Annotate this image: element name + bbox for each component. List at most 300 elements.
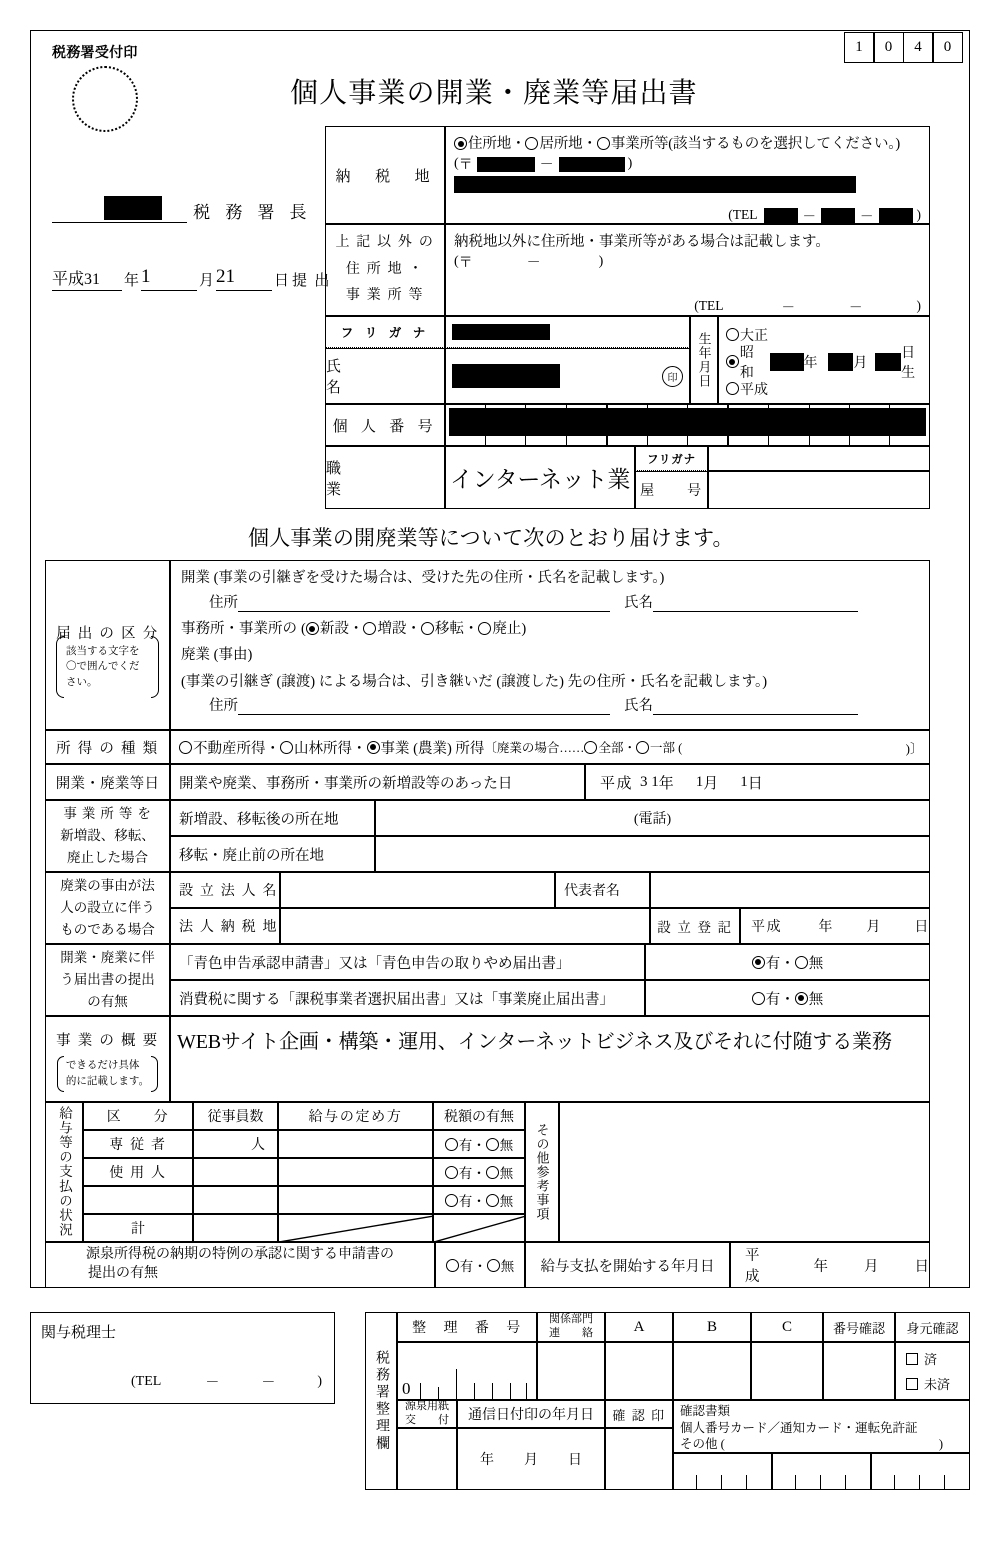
radio-consumption-tax-yes[interactable] — [752, 992, 765, 1005]
seal-icon — [662, 366, 683, 387]
salary-header-count-label: 従事員数 — [207, 1110, 264, 1125]
radio-jigyoshotou[interactable] — [597, 137, 610, 150]
birth-era-taisho: 大正 — [740, 328, 768, 344]
open-close-date-question: 開業や廃業、事務所・事業所の新増設等のあった日 — [179, 775, 513, 792]
radio-zosetsu[interactable] — [363, 622, 376, 635]
office-number-check-value-cell[interactable] — [823, 1342, 895, 1400]
diagonal-strike-icon — [434, 1215, 525, 1242]
confirm-docs-line1: 個人番号カード／通知カード・運転免許証 — [680, 1420, 918, 1435]
filing-close-name-input[interactable] — [653, 697, 858, 715]
open-close-date-question-cell — [170, 764, 585, 800]
tick — [795, 1475, 796, 1489]
birth-char-3: 月 — [696, 360, 712, 375]
tax-agent-tel-sep2: － — [261, 1376, 276, 1391]
salary-row1-division: 専 従 者 — [109, 1138, 167, 1153]
office-gensen-label-cell — [397, 1400, 457, 1428]
option-jushochi: 住所地 — [468, 136, 512, 152]
option-fudosan: 不動産所得 — [193, 740, 266, 757]
postal-suffix: ) — [627, 156, 633, 171]
filing-note-line2: 〇で囲んでくだ — [66, 660, 140, 673]
seiri-tick — [510, 1383, 511, 1399]
open-close-date-label-cell — [45, 764, 170, 800]
registration-label-cell — [650, 908, 740, 944]
withholding-yes: 有 — [459, 1259, 474, 1274]
income-type-label: 所 得 の 種 類 — [56, 740, 159, 757]
confirm-docs-close: ) — [938, 1437, 943, 1451]
seiri-tick — [474, 1383, 475, 1399]
radio-blue-return-no[interactable] — [795, 956, 808, 969]
salary-header-division — [83, 1102, 193, 1130]
income-type-content-cell: 不動産所得 ・ 山林所得 ・ 事業 (農業) 所得 〔廃業の場合…… 全部 ・ 一部 ( )〕 — [170, 730, 930, 764]
trade-furigana-label-cell — [635, 446, 708, 471]
radio-withholding-no[interactable] — [487, 1259, 500, 1272]
consumption-tax-yes: 有 — [765, 991, 781, 1008]
closure-suffix: )〕 — [905, 740, 923, 756]
corporation-address-label: 法 人 納 税 地 — [179, 920, 279, 935]
tsushin-day: 日 — [568, 1453, 582, 1468]
form-number-digit: 4 — [903, 32, 934, 63]
office-use-side-label — [371, 1350, 391, 1453]
office-new-location-tel: (電話) — [633, 812, 672, 827]
blue-return-text-cell — [170, 944, 645, 980]
salary-row-method[interactable] — [278, 1158, 433, 1186]
taxpayer-address-value-redacted — [454, 176, 856, 193]
tick — [944, 1475, 945, 1489]
office-header-a-label: A — [633, 1318, 645, 1335]
taxpayer-tel-row — [454, 205, 921, 225]
filing-close-address-label: 住所 — [209, 697, 238, 714]
side-char-3: 署 — [374, 1383, 389, 1401]
form-number-digit: 1 — [844, 32, 875, 63]
radio-haishi[interactable] — [478, 622, 491, 635]
radio-shinsetsu[interactable] — [306, 622, 319, 635]
confirm-docs-title: 確認書類 — [680, 1404, 731, 1418]
checkbox-identity-done[interactable] — [906, 1353, 918, 1365]
submit-month-unit: 月 — [199, 273, 215, 289]
radio-jushochi[interactable] — [454, 137, 467, 150]
business-summary-value-cell[interactable] — [170, 1016, 930, 1102]
submit-era-year: 平成31 — [52, 266, 122, 291]
birth-era-showa: 昭和 — [739, 345, 754, 381]
salary-row-total-method — [278, 1214, 433, 1242]
submit-day-unit: 日 — [274, 273, 290, 289]
radio-blue-return-yes[interactable] — [752, 956, 765, 969]
my-number-value-redacted — [449, 408, 926, 436]
office-header-identity-check — [895, 1312, 970, 1342]
radio-kyoshochi[interactable] — [525, 137, 538, 150]
filing-open-name-input[interactable] — [653, 594, 858, 612]
birth-char-4: 日 — [696, 374, 712, 389]
row1-tax-yes: 有 — [458, 1138, 473, 1153]
salary-start-year-unit: 年 — [813, 1258, 828, 1275]
filing-close-name-label: 氏名 — [624, 697, 653, 714]
salary-row-method[interactable] — [278, 1130, 433, 1158]
salary-start-month-unit: 月 — [864, 1258, 879, 1275]
corporation-address-value-cell[interactable] — [280, 908, 650, 944]
salary-header-count — [193, 1102, 278, 1130]
office-a-value-cell[interactable] — [605, 1342, 673, 1400]
registration-label: 設 立 登 記 — [657, 920, 733, 935]
open-close-date-value-cell — [585, 764, 930, 800]
related-filings-label-line1: 開業・廃業に伴 — [60, 949, 155, 965]
office-header-seiri — [397, 1312, 537, 1342]
radio-ichibu[interactable] — [636, 741, 649, 754]
open-close-date-label: 開業・廃業等日 — [55, 775, 160, 792]
corporation-name-label-cell — [170, 872, 280, 908]
row3-tax-yes: 有 — [458, 1194, 473, 1209]
confirm-docs-group-1[interactable] — [673, 1453, 772, 1490]
radio-fudosan-shotoku[interactable] — [179, 741, 192, 754]
receipt-stamp-label: 税務署受付印 — [52, 44, 138, 60]
row3-tax-no: 無 — [499, 1194, 514, 1209]
office-kakunin-in-label: 確 認 印 — [612, 1407, 666, 1423]
representative-label: 代表者名 — [564, 884, 620, 899]
other-address-tel-row — [454, 296, 921, 316]
birth-year-unit: 年 — [803, 355, 818, 371]
salary-row-division[interactable] — [83, 1186, 193, 1214]
other-address-label-line2: 住 所 地 ・ — [345, 261, 425, 277]
tax-agent-tel-row[interactable] — [31, 1372, 334, 1392]
salary-start-date-cell[interactable] — [730, 1242, 930, 1288]
open-date-era: 平成 — [600, 775, 634, 792]
option-zosetsu: 増設 — [377, 621, 407, 638]
row2-tax-no: 無 — [499, 1166, 514, 1181]
office-tsushin-label: 通信日付印の年月日 — [468, 1408, 594, 1423]
salary-header-method — [278, 1102, 433, 1130]
postal-mark: 〒 — [458, 158, 473, 173]
radio-row1-tax-yes[interactable] — [445, 1138, 458, 1151]
salary-row-total-count[interactable] — [193, 1214, 278, 1242]
salary-row-count[interactable] — [193, 1158, 278, 1186]
seiri-tick — [438, 1387, 439, 1399]
salary-row-method[interactable] — [278, 1186, 433, 1214]
birthdate-label — [695, 332, 714, 388]
other-notes-value-cell[interactable] — [559, 1102, 930, 1242]
postal-code-second-redacted — [559, 157, 625, 172]
filing-office-choices: ( 新設・ 増設・ 移転・ 廃止) — [301, 621, 527, 638]
office-use-side-label-cell — [365, 1312, 397, 1490]
tel-part3-redacted — [879, 208, 913, 223]
radio-consumption-tax-no[interactable] — [795, 992, 808, 1005]
option-jigyoshotou: 事業所等 — [610, 136, 669, 152]
birth-month-redacted — [828, 353, 854, 371]
office-b-value-cell[interactable] — [673, 1342, 751, 1400]
radio-jigyo-shotoku[interactable] — [367, 741, 380, 754]
filing-office-prefix: 事務所・事業所の — [181, 621, 297, 638]
office-seiri-value-cell[interactable] — [397, 1342, 537, 1400]
open-date-month: 1 — [695, 773, 704, 790]
salary-start-label-cell — [525, 1242, 730, 1288]
submit-date — [52, 266, 331, 291]
option-jigyo: 事業 (農業) 所得 — [380, 740, 485, 757]
open-date-year-unit: 年 — [658, 775, 674, 792]
office-kakunin-in-label-cell — [605, 1400, 673, 1428]
corporation-name-label: 設 立 法 人 名 — [179, 884, 279, 899]
office-old-location-label: 移転・廃止前の所在地 — [179, 847, 324, 864]
registration-date-cell[interactable] — [740, 908, 930, 944]
birth-year-redacted — [770, 353, 804, 371]
radio-sanrin-shotoku[interactable] — [280, 741, 293, 754]
office-kakunin-in-value-cell[interactable] — [605, 1428, 673, 1490]
salary-row-division — [83, 1130, 193, 1158]
office-header-identity-check-label: 身元確認 — [906, 1320, 959, 1336]
registration-era: 平成 — [751, 920, 783, 935]
corporation-name-value-cell[interactable] — [280, 872, 555, 908]
identity-done-option[interactable] — [906, 1349, 969, 1368]
salary-start-day-unit: 日 — [914, 1258, 929, 1275]
taxpayer-postal-row — [454, 154, 921, 174]
withholding-question-line1: 源泉所得税の納期の特例の承認に関する申請書の — [86, 1247, 394, 1263]
office-old-location-value-cell[interactable] — [375, 836, 930, 872]
office-gensen-value-cell[interactable] — [397, 1428, 457, 1490]
office-header-a — [605, 1312, 673, 1342]
row2-tax-yes: 有 — [458, 1166, 473, 1181]
occupation-value-cell — [445, 446, 635, 509]
tel-sep2: － — [860, 209, 874, 224]
radio-withholding-yes[interactable] — [446, 1259, 459, 1272]
confirm-docs-cell — [673, 1400, 970, 1453]
office-identity-check-value-cell — [895, 1342, 970, 1400]
radio-row2-tax-yes[interactable] — [445, 1166, 458, 1179]
salary-header-tax-label: 税額の有無 — [444, 1110, 514, 1125]
identity-notdone-label: 未済 — [924, 1377, 951, 1392]
seiri-tick — [456, 1369, 457, 1399]
bracket-left — [57, 1056, 64, 1092]
representative-label-cell — [555, 872, 650, 908]
filing-open-address-label: 住所 — [209, 595, 238, 612]
salary-start-era: 平成 — [745, 1248, 762, 1285]
taxpayer-address-label-cell — [325, 126, 445, 224]
corporation-label-cell — [45, 872, 170, 944]
salary-row-total-tax — [433, 1214, 525, 1242]
other-notes-label-cell — [525, 1102, 559, 1242]
filing-close-address-input[interactable] — [238, 697, 610, 715]
furigana-value-redacted — [452, 324, 550, 340]
other-address-postal-row — [454, 252, 921, 272]
tick — [894, 1475, 895, 1489]
radio-iten[interactable] — [421, 622, 434, 635]
office-old-location-label-cell — [170, 836, 375, 872]
salary-header-method-label: 給与の定め方 — [308, 1110, 403, 1125]
income-type-label-cell — [45, 730, 170, 764]
birth-era-heisei-row — [726, 376, 929, 402]
office-gensen-line2: 交 付 — [405, 1414, 449, 1426]
office-change-label-line1: 事 業 所 等 を — [63, 805, 152, 821]
filing-open-address-row — [181, 594, 917, 612]
salary-side-label: 給与等の支払の状況 — [57, 1106, 72, 1238]
radio-row3-tax-no[interactable] — [486, 1194, 499, 1207]
furigana-label: フ リ ガ ナ — [340, 326, 430, 340]
trade-name-label: 屋 号 — [640, 484, 703, 499]
other-tel-open: ( — [694, 298, 699, 313]
tel-label: TEL — [732, 207, 758, 222]
corporation-label-line3: ものである場合 — [60, 922, 155, 938]
tax-office-line — [52, 196, 312, 223]
birth-era-heisei: 平成 — [740, 382, 768, 398]
filing-open-line: 開業 (事業の引継ぎを受けた場合は、受けた先の住所・氏名を記載します。) — [181, 570, 665, 586]
salary-header-division-label: 区 分 — [106, 1110, 170, 1125]
radio-showa[interactable] — [726, 355, 739, 368]
salary-header-tax — [433, 1102, 525, 1130]
other-tel-close: ) — [916, 298, 921, 313]
submit-day: 21 — [216, 266, 272, 291]
filing-type-label: 届 出 の 区 分 — [56, 625, 159, 642]
filing-transfer-note: (事業の引継ぎ (譲渡) による場合は、引き継いだ (譲渡した) 先の住所・氏名を記載します。) — [181, 673, 768, 690]
blue-return-yes: 有 — [765, 955, 781, 972]
tax-office-name-blank — [52, 196, 187, 223]
occupation-label-cell — [325, 446, 445, 509]
radio-row2-tax-no[interactable] — [486, 1166, 499, 1179]
confirm-docs-group-3[interactable] — [871, 1453, 970, 1490]
form-number-digit: 0 — [873, 32, 904, 63]
side-char-6: 欄 — [374, 1435, 389, 1453]
related-filings-label-line3: の有無 — [87, 994, 128, 1010]
office-header-b — [673, 1312, 751, 1342]
business-note-line2: 的に記載します。 — [65, 1074, 150, 1087]
business-summary-label: 事 業 の 概 要 — [56, 1032, 159, 1049]
bracket-left — [56, 636, 64, 698]
office-change-label-line2: 新増設、移転、 — [60, 827, 155, 843]
office-seiri-leading-zero: 0 — [402, 1379, 411, 1398]
radio-row1-tax-no[interactable] — [486, 1138, 499, 1151]
side-char-4: 整 — [374, 1401, 389, 1419]
birth-char-2: 年 — [696, 345, 712, 360]
form-number-boxes — [845, 32, 963, 63]
page-title: 個人事業の開業・廃業等届出書 — [290, 78, 698, 109]
trade-furigana-label: フリガナ — [646, 453, 697, 466]
office-change-label-line3: 廃止した場合 — [67, 850, 148, 866]
other-address-cell — [445, 224, 930, 316]
filing-note-line3: さい。 — [66, 675, 98, 688]
salary-row1-count: 人 — [251, 1138, 265, 1153]
confirm-docs-group-2[interactable] — [772, 1453, 871, 1490]
seal-label: 印 — [667, 372, 678, 384]
birthdate-value-cell — [718, 316, 930, 404]
identity-notdone-option[interactable] — [906, 1374, 969, 1393]
salary-row-count[interactable] — [193, 1130, 278, 1158]
salary-row-tax: 有 ・ 無 — [433, 1130, 525, 1158]
radio-taisho[interactable] — [726, 328, 739, 341]
open-date-day: 1 — [740, 773, 748, 790]
closure-prefix: 〔廃業の場合…… — [484, 741, 585, 755]
bracket-right — [151, 1056, 158, 1092]
office-change-label-cell — [45, 800, 170, 872]
blue-return-choice-cell: 有 ・ 無 — [645, 944, 930, 980]
other-postal-close: ) — [598, 254, 604, 269]
registration-day-unit: 日 — [914, 920, 929, 935]
my-number-label: 個 人 番 号 — [332, 418, 438, 435]
other-address-label-line3: 事 業 所 等 — [345, 288, 425, 304]
office-header-number-check-label: 番号確認 — [832, 1320, 885, 1336]
trade-name-value-cell — [708, 471, 930, 509]
other-tel-label: TEL — [698, 298, 724, 313]
salary-row-count[interactable] — [193, 1186, 278, 1214]
filing-open-address-input[interactable] — [238, 594, 610, 612]
tel-part1-redacted — [764, 208, 798, 223]
corporation-label-line1: 廃業の事由が法 — [60, 877, 155, 893]
open-date-month-unit: 月 — [703, 775, 719, 792]
option-shinsetsu: 新設 — [319, 621, 349, 638]
business-summary-value: WEBサイト企画・構築・運用、インターネットビジネス及びそれに付随する業務 — [177, 1031, 892, 1053]
birth-day-unit: 日生 — [901, 345, 916, 381]
birthdate-label-cell — [690, 316, 718, 404]
withholding-question-line2: 提出の有無 — [88, 1266, 158, 1281]
blue-return-no: 無 — [808, 955, 824, 972]
office-kankei-value-cell[interactable] — [537, 1342, 605, 1400]
filing-open-name-label: 氏名 — [624, 595, 653, 612]
declaration-sentence: 個人事業の開廃業等について次のとおり届けます。 — [248, 526, 734, 550]
radio-heisei[interactable] — [726, 382, 739, 395]
open-date-day-unit: 日 — [747, 775, 763, 792]
radio-row3-tax-yes[interactable] — [445, 1194, 458, 1207]
postal-prefix: ( — [454, 156, 459, 171]
option-haishi: 廃止 — [492, 621, 522, 638]
business-summary-note — [57, 1056, 158, 1092]
other-tel-sep2: － — [849, 300, 863, 315]
open-date-year: 3 1 — [640, 773, 659, 790]
consumption-tax-text: 消費税に関する「課税事業者選択届出書」又は「事業廃止届出書」 — [179, 991, 614, 1008]
tel-sep1: － — [802, 209, 816, 224]
tsushin-year: 年 — [480, 1453, 494, 1468]
office-header-c — [751, 1312, 823, 1342]
radio-zenbu[interactable] — [584, 741, 597, 754]
tax-office-suffix: 税 務 署 長 — [193, 203, 312, 222]
bracket-right — [151, 636, 159, 698]
office-header-number-check — [823, 1312, 895, 1342]
occupation-label: 職 業 — [326, 460, 426, 498]
related-filings-label-cell — [45, 944, 170, 1016]
filing-note-line1: 該当する文字を — [66, 645, 140, 658]
taxpayer-location-note: (該当するものを選択してください。) — [668, 136, 901, 152]
tick — [746, 1475, 747, 1489]
other-postal-mark: 〒 — [458, 256, 473, 271]
tick — [721, 1475, 722, 1489]
office-c-value-cell[interactable] — [751, 1342, 823, 1400]
option-iten: 移転 — [434, 621, 464, 638]
form-number-digit: 0 — [932, 32, 963, 63]
tax-agent-label: 関与税理士 — [41, 1325, 117, 1341]
seiri-tick — [420, 1383, 421, 1399]
name-label-cell — [325, 348, 445, 404]
salary-row2-division: 使 用 人 — [109, 1166, 167, 1181]
tick — [845, 1475, 846, 1489]
trade-name-label-cell — [635, 471, 708, 509]
submit-year-unit: 年 — [124, 273, 140, 289]
business-summary-label-cell — [45, 1016, 170, 1102]
confirm-docs-line2: その他 ( — [680, 1437, 725, 1451]
salary-row-total-division — [83, 1214, 193, 1242]
consumption-tax-choice-cell: 有 ・ 無 — [645, 980, 930, 1016]
checkbox-identity-notdone[interactable] — [906, 1378, 918, 1390]
salary-side-label-cell — [45, 1102, 83, 1242]
filing-office-row — [181, 620, 917, 638]
representative-value-cell[interactable] — [650, 872, 930, 908]
seiri-tick — [492, 1383, 493, 1399]
taxpayer-location-options: 住所地・ 居所地・ 事業所等(該当するものを選択してください。) — [454, 132, 921, 153]
name-value-cell — [445, 348, 690, 404]
salary-start-label: 給与支払を開始する年月日 — [540, 1258, 715, 1275]
filing-type-note — [56, 634, 159, 700]
office-tsushin-date-cell[interactable] — [457, 1428, 605, 1490]
tick — [820, 1475, 821, 1489]
tax-agent-tel-close: ) — [317, 1374, 322, 1389]
office-new-location-value-cell[interactable] — [375, 800, 930, 836]
birth-char-1: 生 — [696, 331, 712, 346]
row1-tax-no: 無 — [499, 1138, 514, 1153]
option-ichibu: 一部 ( — [649, 741, 683, 755]
other-postal-open: ( — [454, 254, 459, 269]
tax-agent-tel-sep1: － — [205, 1376, 220, 1391]
